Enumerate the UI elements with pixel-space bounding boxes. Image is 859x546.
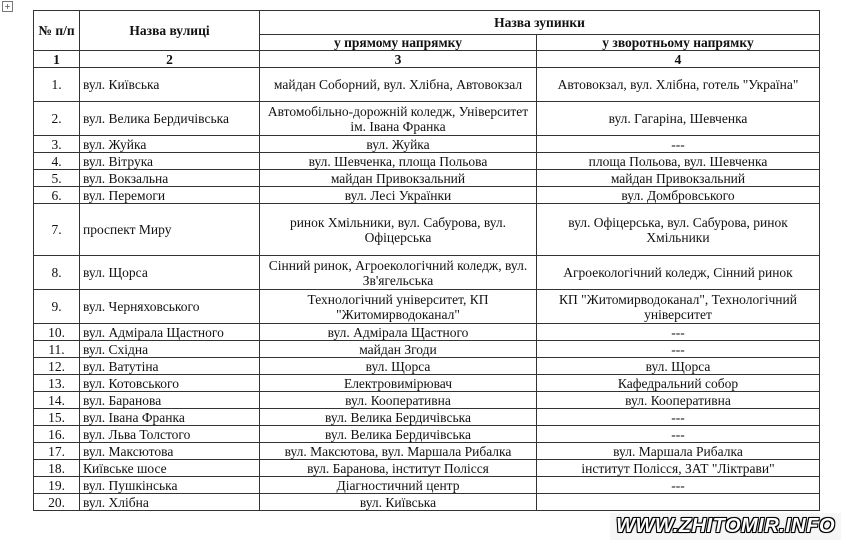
reverse-stop-cell: Кафедральний собор [537,375,820,392]
forward-stop-cell: Автомобільно-дорожній коледж, Університет ім. Івана Франка [260,102,537,136]
table-row [34,443,820,460]
forward-stop-cell: вул. Велика Бердичівська [260,426,537,443]
row-number-cell: 12. [34,358,80,375]
reverse-stop-cell [537,494,820,511]
table-row [34,153,820,170]
reverse-stop-cell: вул. Офіцерська, вул. Сабурова, ринок Хмільники [537,204,820,256]
street-name-cell: вул. Щорса [80,256,260,290]
forward-stop-cell: вул. Баранова, інститут Полісся [260,460,537,477]
index-row [34,51,820,68]
forward-stop-cell: вул. Велика Бердичівська [260,409,537,426]
table-row [34,426,820,443]
row-number-cell: 14. [34,392,80,409]
street-name-cell: вул. Вітрука [80,153,260,170]
reverse-stop-cell: --- [537,341,820,358]
row-number-cell: 2. [34,102,80,136]
index-cell: 2 [80,51,260,68]
street-name-cell: вул. Котовського [80,375,260,392]
street-name-cell: вул. Східна [80,341,260,358]
row-number-cell: 17. [34,443,80,460]
street-name-cell: вул. Івана Франка [80,409,260,426]
reverse-stop-cell: площа Польова, вул. Шевченка [537,153,820,170]
reverse-stop-cell: Агроекологічний коледж, Сінний ринок [537,256,820,290]
forward-stop-cell: Діагностичний центр [260,477,537,494]
table-row [34,477,820,494]
street-name-cell: проспект Миру [80,204,260,256]
table-row [34,341,820,358]
row-number-cell: 4. [34,153,80,170]
header-forward: у прямому напрямку [260,35,537,51]
forward-stop-cell: вул. Лесі Українки [260,187,537,204]
row-number-cell: 3. [34,136,80,153]
table-row [34,256,820,290]
forward-stop-cell: вул. Жуйка [260,136,537,153]
index-cell: 3 [260,51,537,68]
forward-stop-cell: майдан Привокзальний [260,170,537,187]
table-row [34,409,820,426]
forward-stop-cell: Технологічний університет, КП "Житомирводоканал" [260,290,537,324]
table-row [34,102,820,136]
forward-stop-cell: Електровимірювач [260,375,537,392]
bus-stops-table [33,10,820,511]
table-row [34,187,820,204]
header-num: № п/п [34,11,80,51]
forward-stop-cell: вул. Щорса [260,358,537,375]
street-name-cell: вул. Баранова [80,392,260,409]
street-name-cell: вул. Черняховського [80,290,260,324]
street-name-cell: вул. Велика Бердичівська [80,102,260,136]
forward-stop-cell: майдан Згоди [260,341,537,358]
forward-stop-cell: вул. Кооперативна [260,392,537,409]
table-anchor-icon[interactable]: + [2,1,13,12]
row-number-cell: 5. [34,170,80,187]
table-row [34,324,820,341]
row-number-cell: 9. [34,290,80,324]
header-street: Назва вулиці [80,11,260,51]
forward-stop-cell: вул. Шевченка, площа Польова [260,153,537,170]
reverse-stop-cell: майдан Привокзальний [537,170,820,187]
street-name-cell: вул. Вокзальна [80,170,260,187]
reverse-stop-cell: вул. Маршала Рибалка [537,443,820,460]
street-name-cell: вул. Максютова [80,443,260,460]
table-row [34,68,820,102]
street-name-cell: вул. Пушкінська [80,477,260,494]
index-cell: 4 [537,51,820,68]
table-row [34,136,820,153]
row-number-cell: 19. [34,477,80,494]
street-name-cell: вул. Адмірала Щастного [80,324,260,341]
street-name-cell: Київське шосе [80,460,260,477]
street-name-cell: вул. Перемоги [80,187,260,204]
reverse-stop-cell: вул. Домбровського [537,187,820,204]
forward-stop-cell: Сінний ринок, Агроекологічний коледж, вул. Зв'ягельська [260,256,537,290]
row-number-cell: 16. [34,426,80,443]
row-number-cell: 6. [34,187,80,204]
table-row [34,460,820,477]
reverse-stop-cell: --- [537,136,820,153]
row-number-cell: 8. [34,256,80,290]
table-body [34,68,820,511]
table-row [34,290,820,324]
reverse-stop-cell: вул. Кооперативна [537,392,820,409]
row-number-cell: 10. [34,324,80,341]
index-cell: 1 [34,51,80,68]
reverse-stop-cell: вул. Щорса [537,358,820,375]
table-row [34,204,820,256]
reverse-stop-cell: --- [537,324,820,341]
row-number-cell: 18. [34,460,80,477]
table-row [34,358,820,375]
forward-stop-cell: майдан Соборний, вул. Хлібна, Автовокзал [260,68,537,102]
reverse-stop-cell: вул. Гагаріна, Шевченка [537,102,820,136]
reverse-stop-cell: --- [537,477,820,494]
row-number-cell: 1. [34,68,80,102]
street-name-cell: вул. Ватутіна [80,358,260,375]
row-number-cell: 15. [34,409,80,426]
forward-stop-cell: вул. Адмірала Щастного [260,324,537,341]
row-number-cell: 11. [34,341,80,358]
reverse-stop-cell: інститут Полісся, ЗАТ "Ліктрави" [537,460,820,477]
table-row [34,170,820,187]
row-number-cell: 20. [34,494,80,511]
header-reverse: у зворотньому напрямку [537,35,820,51]
table-row [34,392,820,409]
street-name-cell: вул. Київська [80,68,260,102]
table-row [34,375,820,392]
row-number-cell: 13. [34,375,80,392]
reverse-stop-cell: --- [537,409,820,426]
reverse-stop-cell: КП "Житомирводоканал", Технологічний університет [537,290,820,324]
header-stop: Назва зупинки [260,11,820,35]
street-name-cell: вул. Хлібна [80,494,260,511]
street-name-cell: вул. Льва Толстого [80,426,260,443]
forward-stop-cell: вул. Київська [260,494,537,511]
street-name-cell: вул. Жуйка [80,136,260,153]
forward-stop-cell: ринок Хмільники, вул. Сабурова, вул. Офіцерська [260,204,537,256]
forward-stop-cell: вул. Максютова, вул. Маршала Рибалка [260,443,537,460]
table-row [34,494,820,511]
reverse-stop-cell: Автовокзал, вул. Хлібна, готель "Україна" [537,68,820,102]
watermark: WWW.ZHITOMIR.INFO [610,513,841,540]
row-number-cell: 7. [34,204,80,256]
reverse-stop-cell: --- [537,426,820,443]
